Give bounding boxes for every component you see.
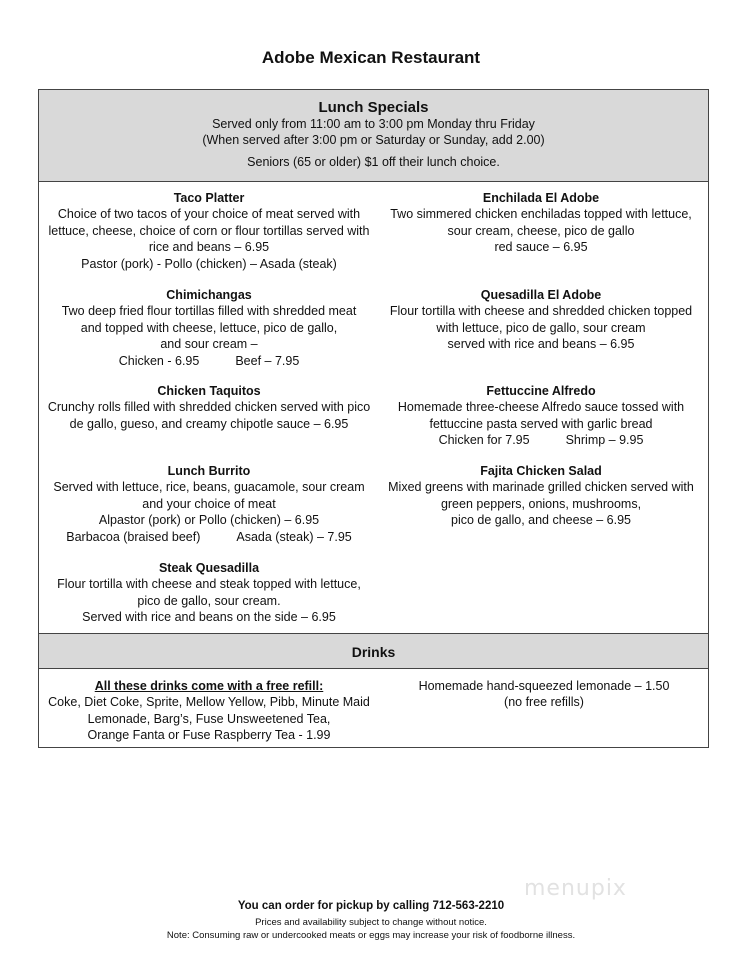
- item-name: Fettuccine Alfredo: [486, 384, 596, 398]
- lemonade-note: (no free refills): [504, 695, 584, 710]
- item-name: Taco Platter: [173, 191, 245, 205]
- item-desc-line: Flour tortilla with cheese and steak topped with lettuce,: [57, 577, 361, 592]
- lunch-specials-heading: Lunch Specials: [318, 99, 429, 116]
- item-desc-line: rice and beans – 6.95: [148, 240, 270, 255]
- item-price: Beef – 7.95: [235, 353, 300, 368]
- drinks-heading: Drinks: [351, 644, 396, 660]
- item-desc-line: and topped with cheese, lettuce, pico de gallo,: [80, 320, 338, 335]
- item-desc-line: Crunchy rolls filled with shredded chicken served with pico: [47, 400, 371, 415]
- item-desc-line: Flour tortilla with cheese and shredded chicken topped: [389, 304, 693, 319]
- lemonade-item: Homemade hand-squeezed lemonade – 1.50: [418, 679, 670, 693]
- restaurant-title: Adobe Mexican Restaurant: [261, 48, 481, 67]
- item-desc-line: Two simmered chicken enchiladas topped with lettuce,: [390, 207, 692, 222]
- item-desc-line: with lettuce, pico de gallo, sour cream: [436, 320, 646, 335]
- item-desc-line: served with rice and beans – 6.95: [447, 337, 635, 352]
- health-notice: Note: Consuming raw or undercooked meats or eggs may increase your risk of foodborne illness.: [166, 930, 576, 941]
- item-desc-line: Served with rice and beans on the side – 6.95: [82, 610, 336, 625]
- drinks-line: Coke, Diet Coke, Sprite, Mellow Yellow, Pibb, Minute Maid: [48, 695, 370, 710]
- item-price: Chicken for 7.95: [438, 433, 530, 448]
- item-desc-line: pico de gallo, and cheese – 6.95: [451, 513, 631, 528]
- item-price-row: [39, 529, 379, 545]
- item-desc-line: Alpastor (pork) or Pollo (chicken) – 6.95: [98, 513, 320, 528]
- item-name: Fajita Chicken Salad: [480, 464, 602, 478]
- drinks-header: [39, 633, 708, 669]
- item-name: Chimichangas: [166, 288, 252, 302]
- item-desc-line: Choice of two tacos of your choice of meat served with: [57, 207, 361, 222]
- item-price: Chicken - 6.95: [118, 353, 200, 368]
- item-desc-line: Served with lettuce, rice, beans, guacamole, sour cream: [53, 480, 365, 495]
- drinks-line: Orange Fanta or Fuse Raspberry Tea - 1.99: [87, 728, 331, 743]
- drinks-refill-section: [39, 678, 379, 744]
- item-desc-line: pico de gallo, sour cream.: [137, 593, 281, 608]
- item-desc-line: Mixed greens with marinade grilled chicken served with: [388, 480, 694, 495]
- item-desc-line: green peppers, onions, mushrooms,: [440, 496, 642, 511]
- item-desc-line: de gallo, gueso, and creamy chipotle sauce – 6.95: [69, 416, 349, 431]
- item-name: Lunch Burrito: [167, 464, 251, 478]
- item-desc-line: sour cream, cheese, pico de gallo: [447, 223, 635, 238]
- item-chimichangas: [39, 287, 379, 369]
- lunch-hours: Served only from 11:00 am to 3:00 pm Monday thru Friday: [212, 117, 535, 131]
- item-desc-line: fettuccine pasta served with garlic bread: [429, 416, 653, 431]
- item-price: Barbacoa (braised beef): [66, 529, 201, 544]
- item-desc-line: Two deep fried flour tortillas filled with shredded meat: [61, 304, 357, 319]
- item-name: Steak Quesadilla: [158, 561, 260, 575]
- item-price-row: [371, 432, 711, 448]
- menu-box: [38, 89, 709, 748]
- item-price: Asada (steak) – 7.95: [236, 529, 352, 544]
- item-name: Chicken Taquitos: [157, 384, 261, 398]
- item-taco-platter: [39, 190, 379, 272]
- item-desc-line: and sour cream –: [160, 337, 258, 352]
- item-price-row: [39, 353, 379, 369]
- item-lunch-burrito: [39, 463, 379, 545]
- item-desc-line: lettuce, cheese, choice of corn or flour tortillas served with: [48, 223, 370, 238]
- item-fettuccine-alfredo: [371, 383, 711, 449]
- item-desc-line: red sauce – 6.95: [494, 240, 588, 255]
- refill-note: All these drinks come with a free refill:: [94, 679, 324, 693]
- item-name: Enchilada El Adobe: [482, 191, 600, 205]
- item-desc-line: and your choice of meat: [142, 496, 276, 511]
- item-enchilada-el-adobe: [371, 190, 711, 256]
- seniors-discount: Seniors (65 or older) $1 off their lunch choice.: [247, 155, 500, 169]
- item-desc-line: Pastor (pork) - Pollo (chicken) – Asada (steak): [81, 256, 337, 271]
- menupix-watermark: menupix: [524, 876, 627, 901]
- item-desc-line: Homemade three-cheese Alfredo sauce tossed with: [397, 400, 685, 415]
- item-price: Shrimp – 9.95: [565, 433, 644, 448]
- item-fajita-chicken-salad: [371, 463, 711, 529]
- pickup-phone: You can order for pickup by calling 712-563-2210: [237, 900, 505, 912]
- drinks-line: Lemonade, Barg’s, Fuse Unsweetened Tea,: [87, 711, 331, 726]
- lunch-surcharge: (When served after 3:00 pm or Saturday or Sunday, add 2.00): [202, 133, 545, 147]
- lunch-specials-header: [39, 90, 708, 182]
- item-name: Quesadilla El Adobe: [480, 288, 602, 302]
- item-chicken-taquitos: [39, 383, 379, 432]
- item-quesadilla-el-adobe: [371, 287, 711, 353]
- lemonade-section: [379, 678, 709, 711]
- prices-notice: Prices and availability subject to change without notice.: [255, 917, 487, 928]
- item-steak-quesadilla: [39, 560, 379, 626]
